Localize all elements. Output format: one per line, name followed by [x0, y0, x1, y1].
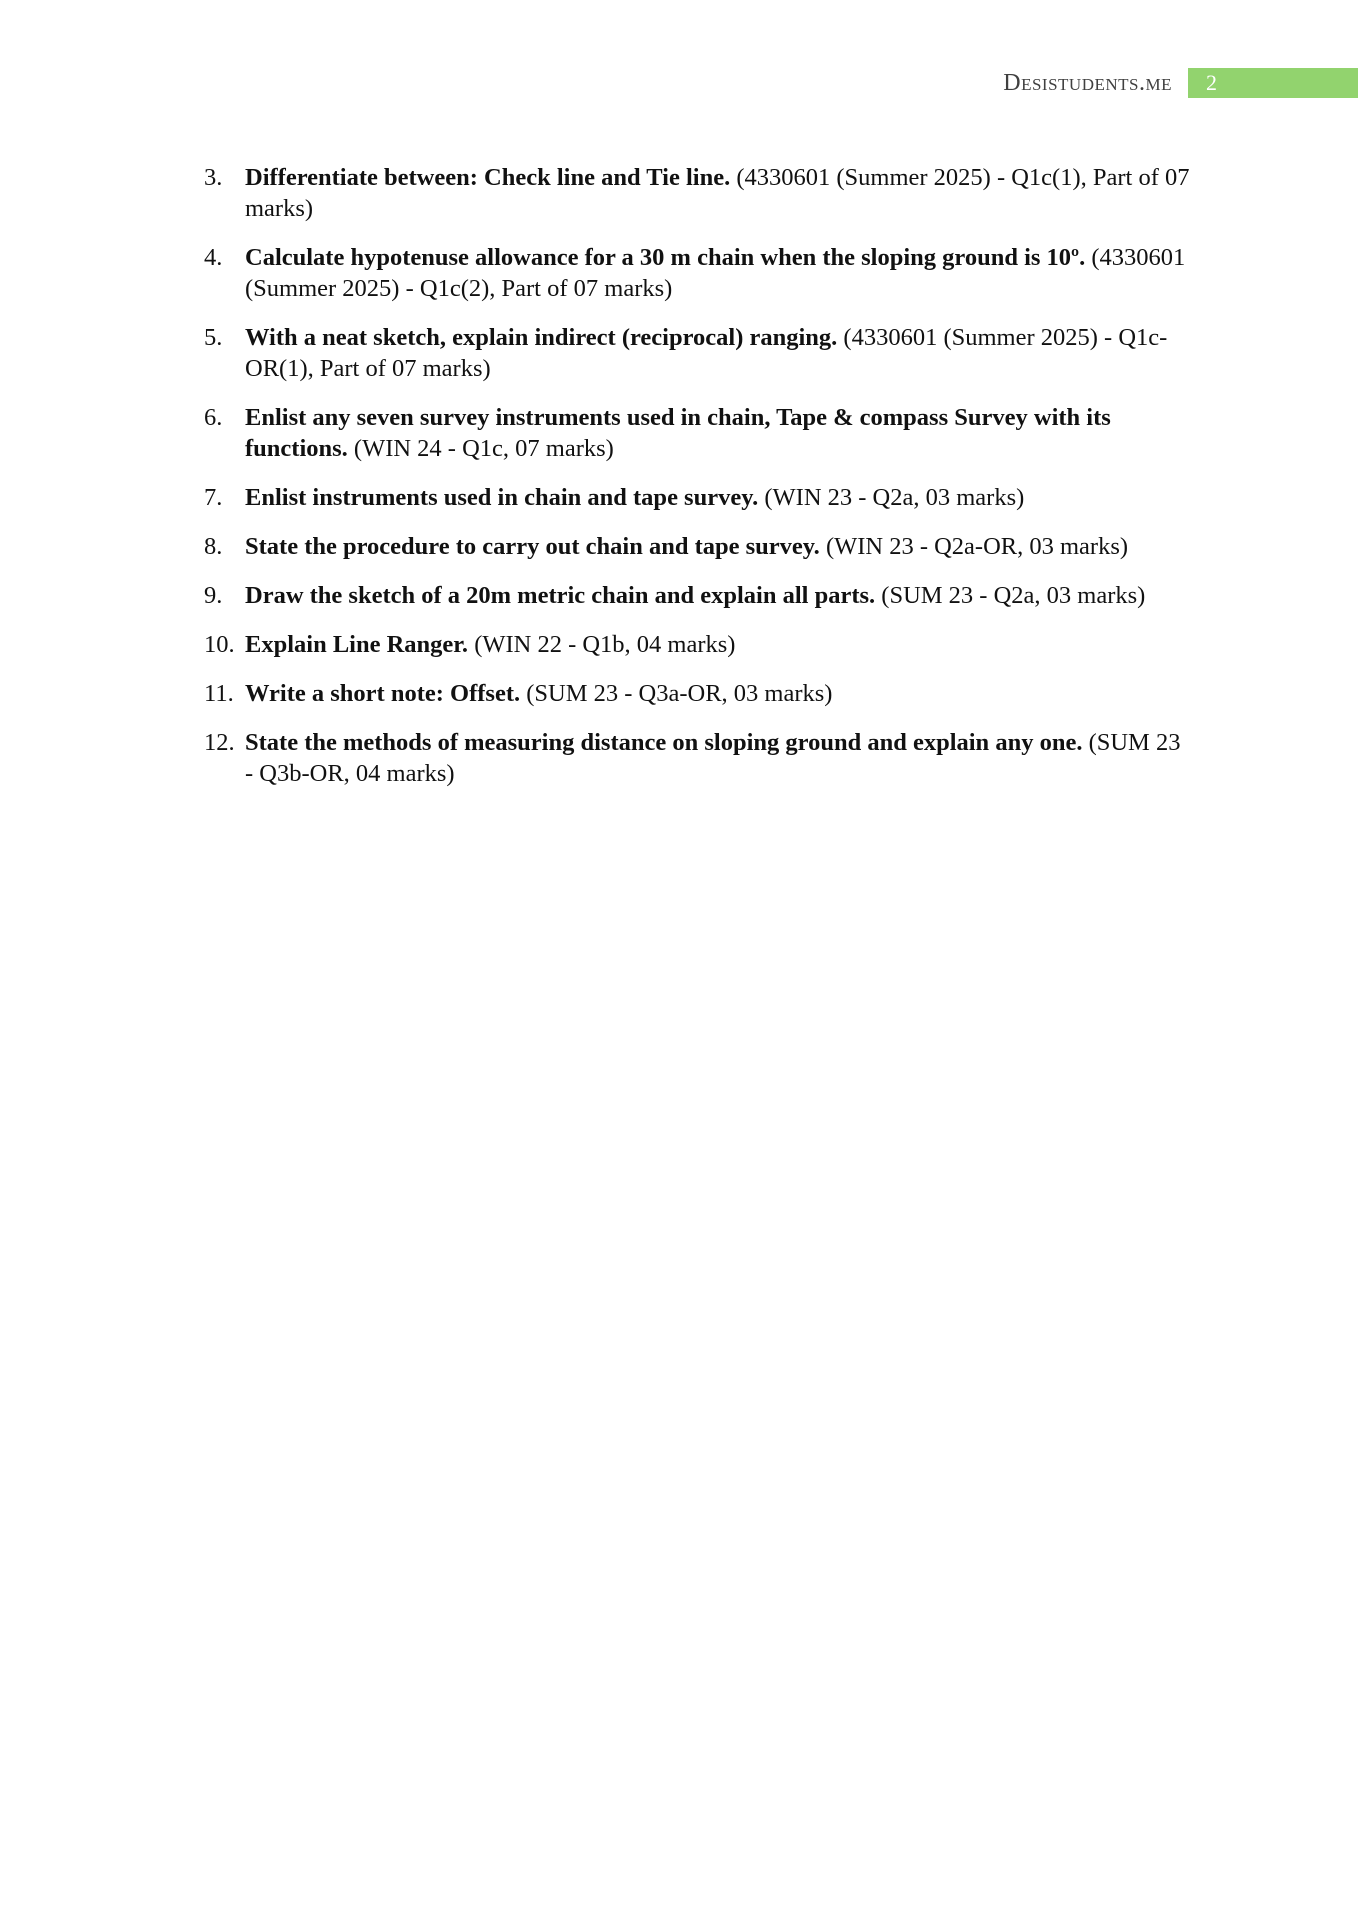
question-reference: (SUM 23 - Q2a, 03 marks) — [875, 582, 1146, 609]
question-reference: (WIN 23 - Q2a, 03 marks) — [758, 484, 1025, 511]
question-number: 3. — [204, 164, 223, 191]
question-number: 6. — [204, 404, 223, 431]
question-number: 11. — [204, 680, 234, 707]
question-text: State the methods of measuring distance on sloping ground and explain any one. — [245, 729, 1083, 756]
question-list — [204, 162, 1190, 807]
question-text: Enlist instruments used in chain and tape survey. — [245, 484, 759, 511]
question-item — [204, 678, 1190, 709]
question-reference: (SUM 23 - Q3b-OR, 04 marks) — [245, 729, 1181, 787]
question-item — [204, 531, 1190, 562]
question-text: Calculate hypotenuse allowance for a 30 m chain when the sloping ground is 10º. — [245, 244, 1086, 271]
question-text: With a neat sketch, explain indirect (reciprocal) ranging. — [245, 324, 838, 351]
question-item — [204, 162, 1190, 224]
question-item — [204, 402, 1190, 464]
question-item — [204, 242, 1190, 304]
question-text: Write a short note: Offset. — [245, 680, 521, 707]
question-item — [204, 580, 1190, 611]
question-item — [204, 482, 1190, 513]
question-number: 5. — [204, 324, 223, 351]
site-name: Desistudents.me — [1003, 70, 1172, 96]
question-reference: (WIN 22 - Q1b, 04 marks) — [468, 631, 736, 658]
question-reference: (WIN 23 - Q2a-OR, 03 marks) — [819, 533, 1129, 560]
question-reference: (SUM 23 - Q3a-OR, 03 marks) — [520, 680, 833, 707]
question-reference: (WIN 24 - Q1c, 07 marks) — [347, 435, 614, 462]
question-item — [204, 727, 1190, 789]
question-number: 9. — [204, 582, 223, 609]
question-text: Draw the sketch of a 20m metric chain and explain all parts. — [245, 582, 876, 609]
question-text: State the procedure to carry out chain and tape survey. — [245, 533, 820, 560]
question-reference: (4330601 (Summer 2025) - Q1c(2), Part of 07 marks) — [245, 244, 1186, 302]
question-number: 7. — [204, 484, 223, 511]
question-text: Differentiate between: Check line and Tie line. — [245, 164, 731, 191]
question-text: Explain Line Ranger. — [245, 631, 469, 658]
question-reference: (4330601 (Summer 2025) - Q1c(1), Part of 07 marks) — [245, 164, 1190, 222]
question-item — [204, 322, 1190, 384]
question-number: 8. — [204, 533, 223, 560]
page-number-badge: 2 — [1188, 68, 1358, 98]
question-reference: (4330601 (Summer 2025) - Q1c-OR(1), Part of 07 marks) — [245, 324, 1168, 382]
question-item — [204, 629, 1190, 660]
question-number: 10. — [204, 631, 235, 658]
question-number: 4. — [204, 244, 223, 271]
question-text: Enlist any seven survey instruments used in chain, Tape & compass Survey with its functions. — [245, 404, 1111, 462]
question-number: 12. — [204, 729, 235, 756]
